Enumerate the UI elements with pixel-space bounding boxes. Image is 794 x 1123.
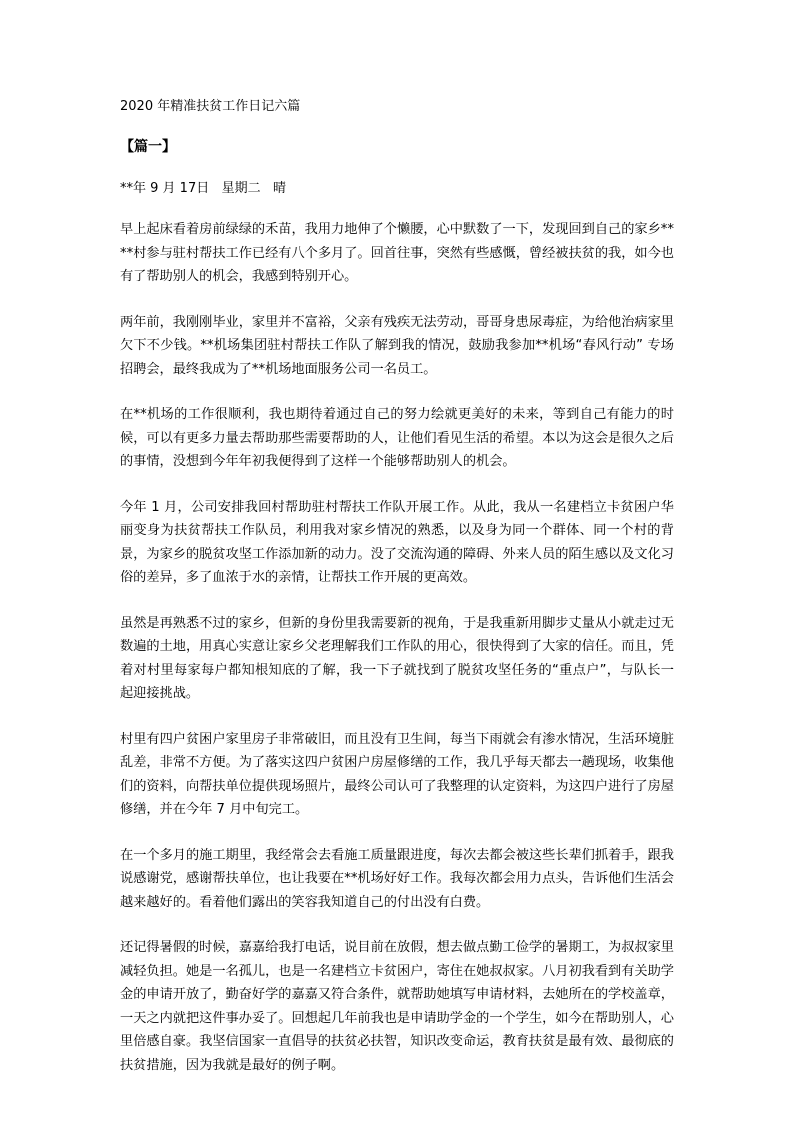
paragraph-5: 虽然是再熟悉不过的家乡，但新的身份里我需要新的视角，于是我重新用脚步丈量从小就走过无数遍的土地，用真心实意让家乡父老理解我们工作队的用心，很快得到了大家的信任。而且，凭着对村里每家每户都知根知底的了解，我一下子就找到了脱贫攻坚任务的“重点户”，与队长一起迎接挑战。 xyxy=(120,615,674,701)
paragraph-1: 早上起床看着房前绿绿的禾苗，我用力地伸了个懒腰，心中默数了一下，发现回到自己的家乡****村参与驻村帮扶工作已经有八个多月了。回首往事，突然有些感慨，曾经被扶贫的我，如今也有了帮助别人的机会，我感到特别开心。 xyxy=(120,222,674,284)
document-title: 2020 年精准扶贫工作日记六篇 xyxy=(120,99,301,114)
paragraph-8: 还记得暑假的时候，嘉嘉给我打电话，说目前在放假，想去做点勤工俭学的暑期工，为叔叔家里减轻负担。她是一名孤儿，也是一名建档立卡贫困户，寄住在她叔叔家。八月初我看到有关助学金的申请开放了，勤奋好学的嘉嘉又符合条件，就帮助她填写申请材料，去她所在的学校盖章，一天之内就把这件事办妥了。回想起几年前我也是申请助学金的一个学生，如今在帮助别人，心里倍感自豪。我坚信国家一直倡导的扶贫必扶智，知识改变命运，教育扶贫是最有效、最彻底的扶贫措施，因为我就是最好的例子啊。 xyxy=(120,940,674,1073)
paragraph-6: 村里有四户贫困户家里房子非常破旧，而且没有卫生间，每当下雨就会有渗水情况，生活环境脏乱差，非常不方便。为了落实这四户贫困户房屋修缮的工作，我几乎每天都去一趟现场，收集他们的资料，向帮扶单位提供现场照片，最终公司认可了我整理的认定资料，为这四户进行了房屋修缮，并在今年 7 月中旬完工。 xyxy=(120,731,674,817)
paragraph-2: 两年前，我刚刚毕业，家里并不富裕，父亲有残疾无法劳动，哥哥身患尿毒症，为给他治病家里欠下不少钱。**机场集团驻村帮扶工作队了解到我的情况，鼓励我参加**机场“春风行动” 专场招聘会，最终我成为了**机场地面服务公司一名员工。 xyxy=(120,314,674,377)
paragraph-7: 在一个多月的施工期里，我经常会去看施工质量跟进度，每次去都会被这些长辈们抓着手，跟我说感谢党，感谢帮扶单位，也让我要在**机场好好工作。我每次都会用力点头，告诉他们生活会越来越好的。看着他们露出的笑容我知道自己的付出没有白费。 xyxy=(120,847,674,910)
paragraph-3: 在**机场的工作很顺利，我也期待着通过自己的努力绘就更美好的未来，等到自己有能力的时候，可以有更多力量去帮助那些需要帮助的人，让他们看见生活的希望。本以为这会是很久之后的事情，没想到今年年初我便得到了这样一个能够帮助别人的机会。 xyxy=(120,407,674,469)
section-heading: 【篇一】 xyxy=(120,139,176,155)
paragraph-4: 今年 1 月，公司安排我回村帮助驻村帮扶工作队开展工作。从此，我从一名建档立卡贫困户华丽变身为扶贫帮扶工作队员，利用我对家乡情况的熟悉，以及身为同一个群体、同一个村的背景，为家乡的脱贫攻坚工作添加新的动力。没了交流沟通的障碍、外来人员的陌生感以及文化习俗的差异，多了血浓于水的亲情，让帮扶工作开展的更高效。 xyxy=(120,499,674,585)
diary-date-line: **年 9 月 17日 星期二 晴 xyxy=(120,181,287,196)
document-page xyxy=(120,96,674,1099)
